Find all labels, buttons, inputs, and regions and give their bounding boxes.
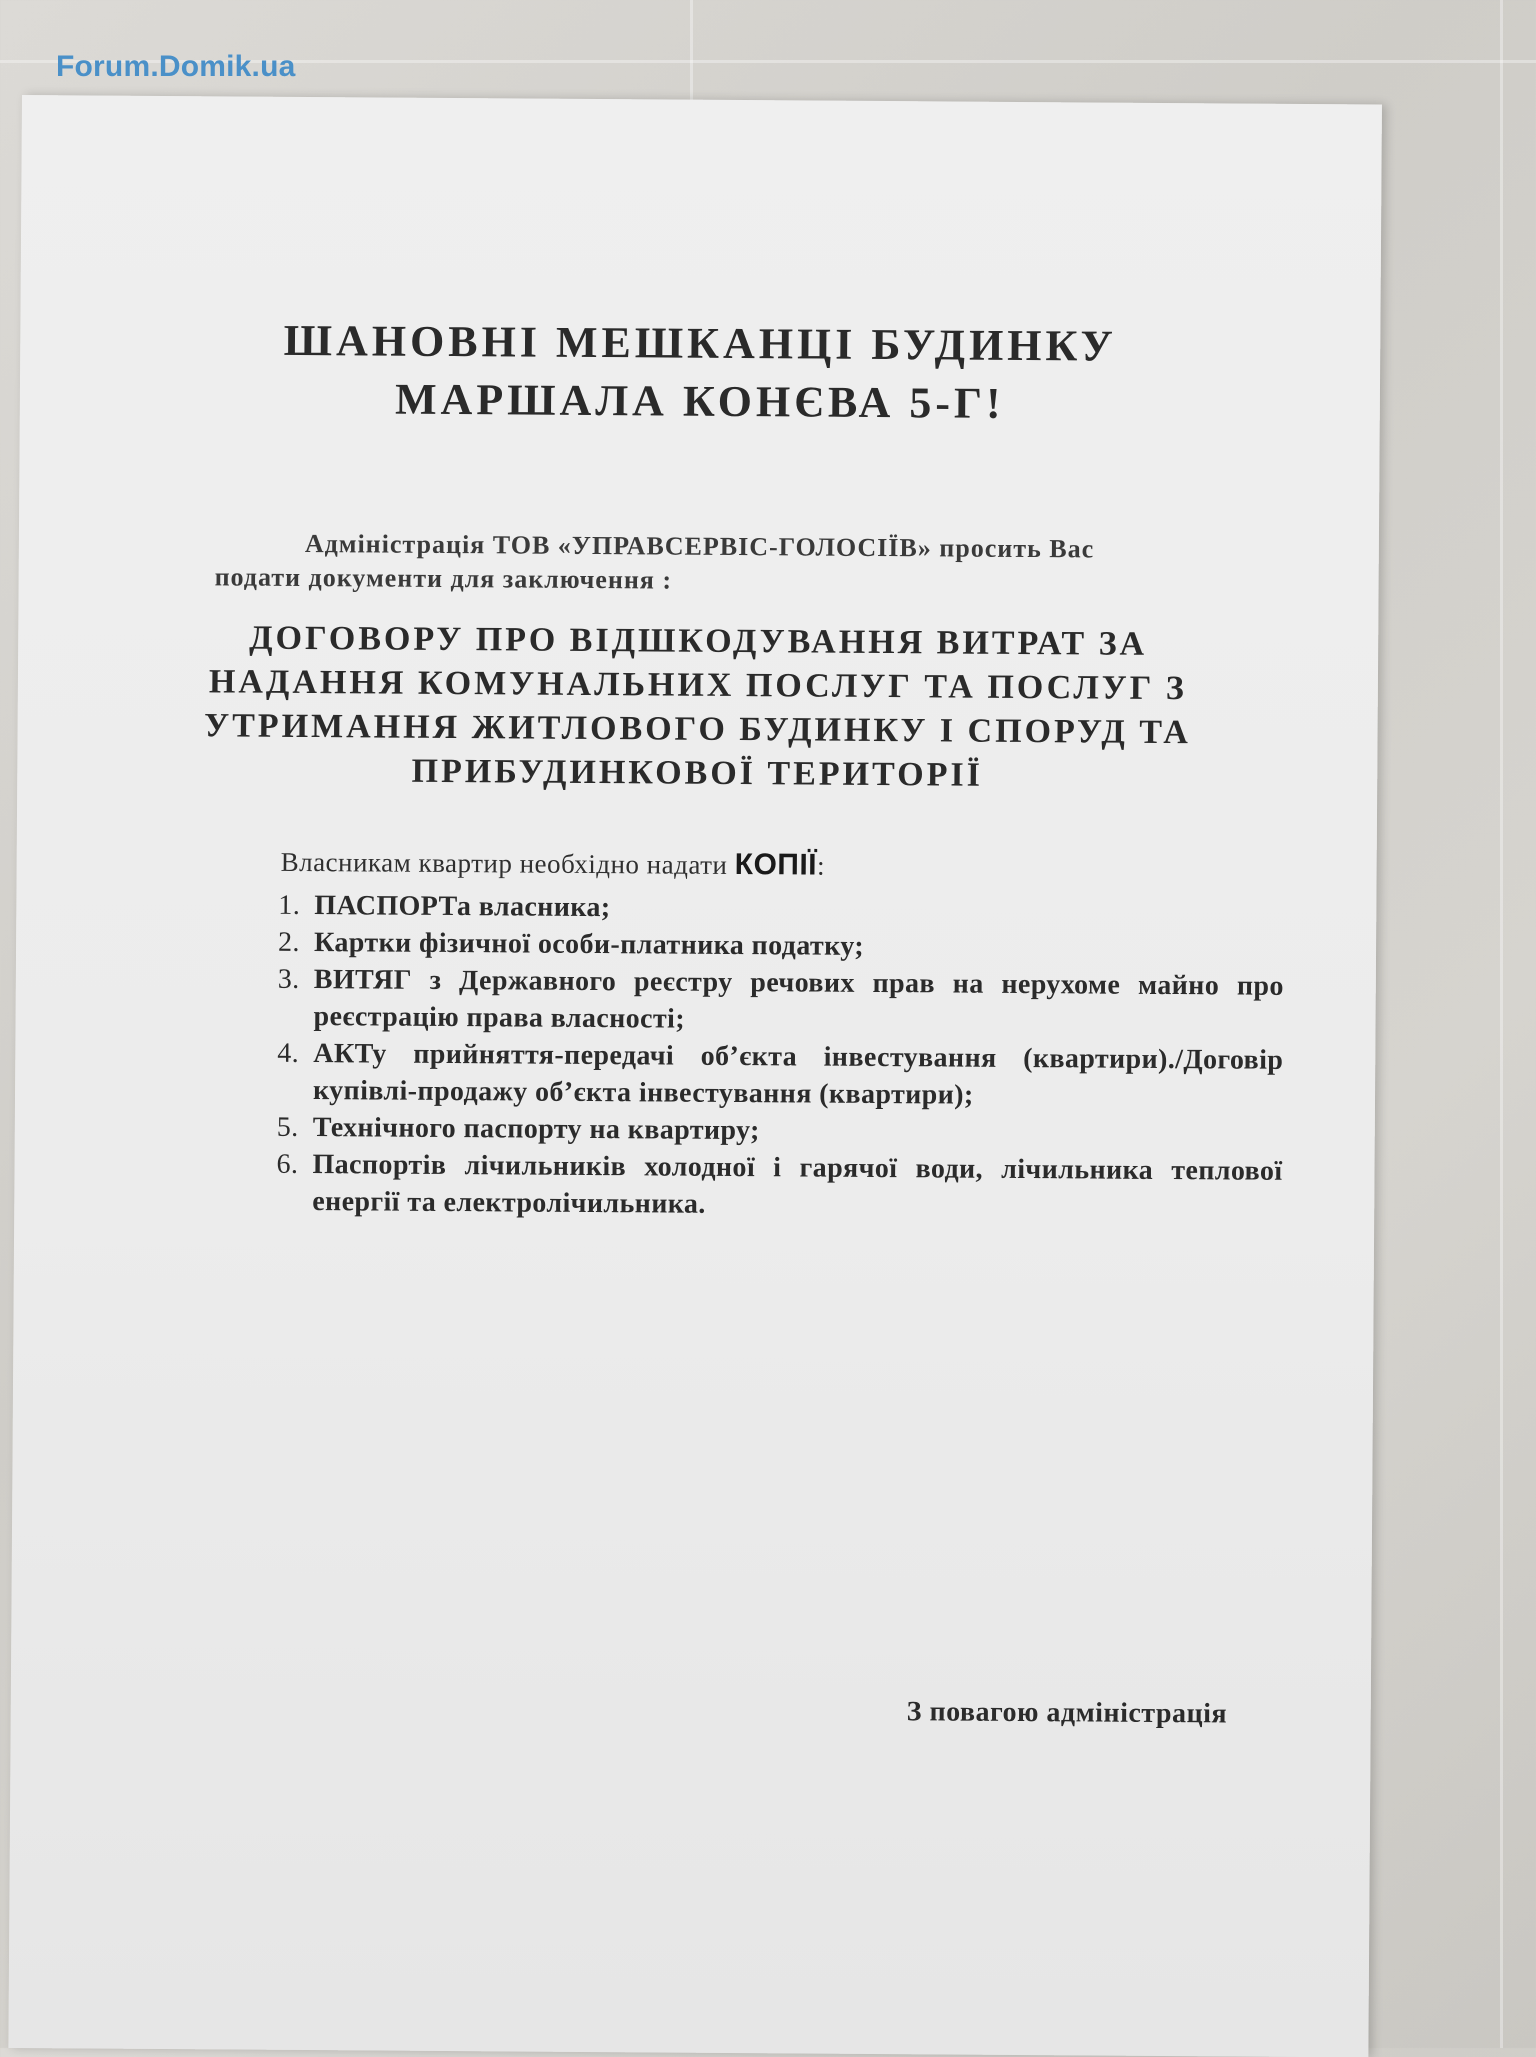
item-number: 2. [277, 926, 301, 958]
notice-paper [8, 95, 1382, 2057]
tile-seam [1500, 0, 1503, 2048]
item-number: 1. [278, 889, 301, 921]
notice-title [20, 310, 1381, 435]
lead-end: : [816, 850, 826, 881]
list-item [277, 1035, 1283, 1116]
title-line: ШАНОВНІ МЕШКАНЦІ БУДИНКУ [283, 315, 1117, 371]
item-text: Паспортів лічильників холодної і гарячої води, лічильника теплової енергії та електролічильника. [312, 1149, 1283, 1220]
signature: З повагою адміністрація [906, 1696, 1228, 1730]
contract-line: ДОГОВОРУ ПРО ВІДШКОДУВАННЯ ВИТРАТ ЗА [249, 619, 1148, 663]
contract-line: НАДАННЯ КОМУНАЛЬНИХ ПОСЛУГ ТА ПОСЛУГ З [208, 663, 1187, 708]
item-number: 6. [276, 1148, 299, 1180]
contract-line: ПРИБУДИНКОВОЇ ТЕРИТОРІЇ [411, 752, 984, 794]
item-number: 3. [277, 963, 300, 995]
item-text: ВИТЯГ з Державного реєстру речових прав на нерухоме майно про реєстрацію права власності; [313, 964, 1284, 1035]
documents-lead [281, 845, 826, 883]
item-text: Картки фізичної особи-платника податку; [313, 927, 865, 962]
title-line: МАРШАЛА КОНЄВА 5-Г! [394, 374, 1005, 428]
documents-list [276, 887, 1284, 1227]
item-number: 4. [277, 1037, 300, 1069]
list-item [276, 1146, 1282, 1227]
item-text: ПАСПОРТа власника; [314, 890, 611, 924]
item-number: 5. [276, 1111, 299, 1143]
intro-line-2: подати документи для заключення : [214, 562, 673, 595]
item-text: Технічного паспорту на квартиру; [312, 1112, 760, 1147]
contract-heading [17, 615, 1378, 800]
lead-bold: КОПІЇ [734, 847, 818, 882]
watermark-text: Forum.Domik.ua [56, 50, 296, 83]
list-item [277, 961, 1283, 1042]
item-text: АКТу прийняття-передачі об’єкта інвестування (квартири)./Договір купівлі-продажу об’єкта інвестування (квартири); [312, 1038, 1284, 1111]
intro-line-1: Адміністрація ТОВ «УПРАВСЕРВІС-ГОЛОСІЇВ» просить Вас [304, 528, 1095, 564]
site-watermark [56, 50, 296, 84]
lead-text: Власникам квартир необхідно надати [280, 846, 728, 880]
contract-line: УТРИМАННЯ ЖИТЛОВОГО БУДИНКУ І СПОРУД ТА [204, 707, 1192, 752]
